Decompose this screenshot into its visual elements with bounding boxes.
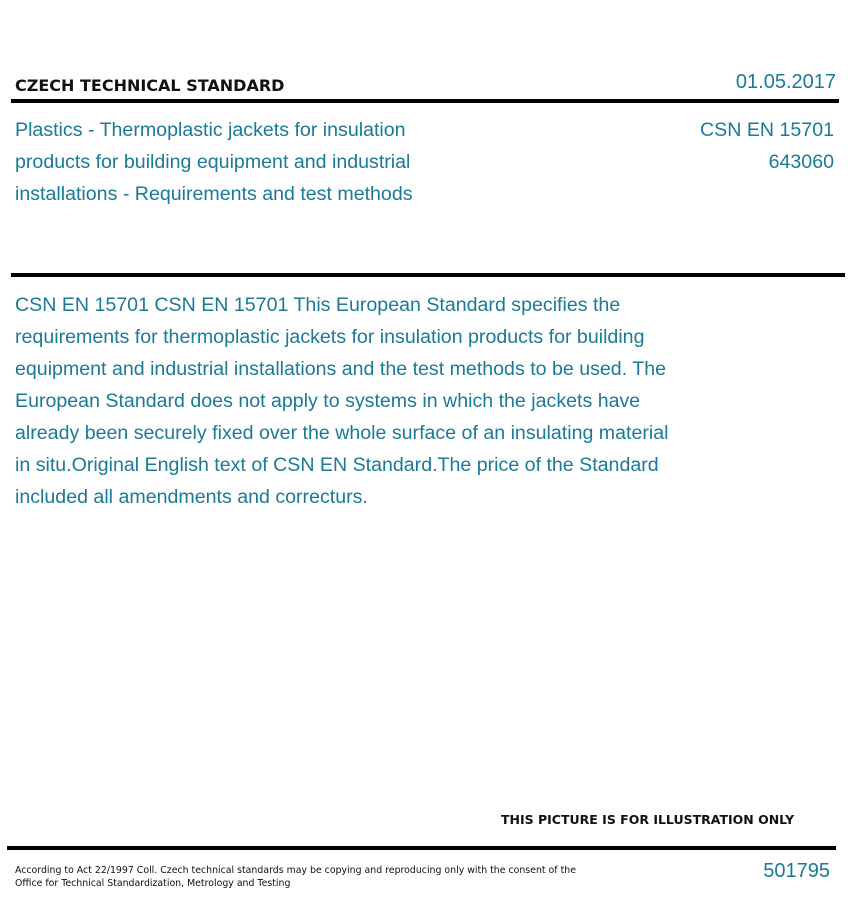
standard-code-block bbox=[700, 114, 834, 178]
section-divider bbox=[11, 273, 845, 277]
header-divider bbox=[11, 99, 839, 103]
product-code: 501795 bbox=[763, 860, 830, 882]
standard-description: CSN EN 15701 CSN EN 15701 This European Standard specifies the requirements for thermoplastic jackets for insulation products for building equipment and industrial installations and the test methods to be used. The European Standard does not apply to systems in which the jackets have already been securely fixed over the whole surface of an insulating material in situ.Original English text of CSN EN Standard.The price of the Standard included all amendments and correcturs. bbox=[15, 294, 669, 508]
document-type-label: CZECH TECHNICAL STANDARD bbox=[15, 76, 285, 95]
footer-divider bbox=[7, 846, 836, 850]
standard-code: CSN EN 15701 bbox=[700, 119, 834, 141]
classification-number: 643060 bbox=[768, 151, 834, 173]
legal-notice: According to Act 22/1997 Coll. Czech technical standards may be copying and reproducing only with the consent of the Office for Technical Standardization, Metrology and Testing bbox=[15, 865, 576, 889]
publication-date: 01.05.2017 bbox=[735, 71, 836, 93]
illustration-disclaimer: THIS PICTURE IS FOR ILLUSTRATION ONLY bbox=[501, 812, 795, 827]
standard-title: Plastics - Thermoplastic jackets for insulation products for building equipment and industrial installations - Requirements and test methods bbox=[15, 119, 413, 205]
